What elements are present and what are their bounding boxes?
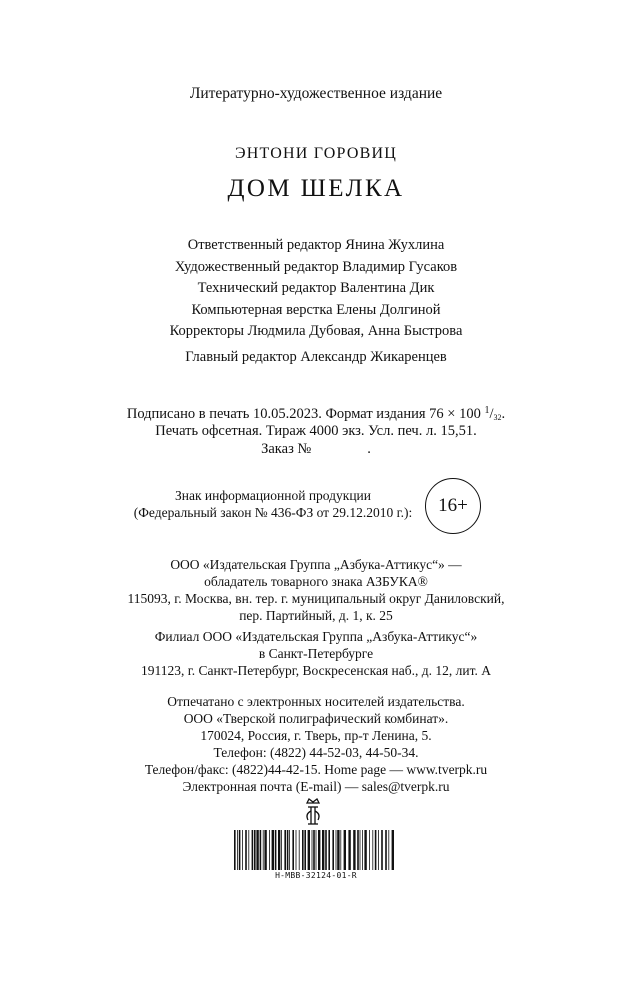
age-rating: 16+: [438, 495, 468, 516]
barcode-bar: [332, 830, 334, 870]
barcode-bar: [264, 830, 266, 870]
fraction-separator: /: [489, 406, 494, 422]
publisher-line: обладатель товарного знака АЗБУКА®: [204, 574, 428, 589]
order-end: .: [367, 441, 371, 457]
printer-line: 170024, Россия, г. Тверь, пр-т Ленина, 5.: [200, 728, 432, 743]
barcode-bar: [296, 830, 297, 870]
publisher-line: 115093, г. Москва, вн. тер. г. муниципальный округ Даниловский,: [127, 591, 505, 606]
barcode-bar: [372, 830, 373, 870]
barcode-bar: [336, 830, 337, 870]
barcode-bar: [281, 830, 282, 870]
barcode-bar: [337, 830, 339, 870]
publisher-line: ООО «Издательская Группа „Азбука-Аттикус“» —: [170, 557, 462, 572]
barcode-bar: [364, 830, 366, 870]
print-info-line-2: Печать офсетная. Тираж 4000 экз. Усл. печ. л. 15,51.: [155, 423, 477, 439]
barcode-bar: [360, 830, 361, 870]
barcode-bar: [375, 830, 377, 870]
barcode-bar: [245, 830, 247, 870]
printer-line: ООО «Тверской полиграфический комбинат».: [183, 711, 449, 726]
barcode-bar: [234, 830, 236, 870]
credit-line: Технический редактор Валентина Дик: [197, 280, 435, 296]
barcode-bar: [254, 830, 256, 870]
barcode-bar: [316, 830, 317, 870]
barcode-bar: [318, 830, 320, 870]
barcode-bar: [292, 830, 294, 870]
printer-line: Отпечатано с электронных носителей издательства.: [167, 694, 465, 709]
barcode-bar: [272, 830, 274, 870]
barcode-bar: [362, 830, 363, 870]
barcode-bar: [344, 830, 346, 870]
barcode-bar: [248, 830, 249, 870]
branch-line: Филиал ООО «Издательская Группа „Азбука-Аттикус“»: [154, 629, 478, 644]
barcode-bar: [308, 830, 310, 870]
branch-line: в Санкт-Петербурге: [258, 646, 374, 661]
edition-type: Литературно-художественное издание: [189, 85, 443, 102]
barcode-bar: [252, 830, 254, 870]
barcode-bar: [369, 830, 370, 870]
barcode-bar: [242, 830, 243, 870]
barcode-bar: [378, 830, 379, 870]
credit-line: Корректоры Людмила Дубовая, Анна Быстрова: [169, 323, 463, 339]
barcode-bar: [348, 830, 350, 870]
credit-line: Ответственный редактор Янина Жухлина: [187, 237, 445, 253]
barcode-bar: [357, 830, 359, 870]
barcode-bar: [275, 830, 277, 870]
barcode-bar: [284, 830, 286, 870]
barcode-bar: [256, 830, 258, 870]
book-title: ДОМ ШЕЛКА: [227, 175, 405, 202]
printer-line: Телефон/факс: (4822)44-42-15. Home page — www.tverpk.ru: [144, 762, 488, 777]
credit-line: Компьютерная верстка Елены Долгиной: [191, 302, 441, 318]
print-info-line-1: [0, 406, 632, 422]
branch-line: 191123, г. Санкт-Петербург, Воскресенская наб., д. 12, лит. А: [141, 663, 491, 678]
chief-editor: Главный редактор Александр Жикаренцев: [185, 349, 447, 365]
barcode-bar: [353, 830, 355, 870]
barcode-bar: [381, 830, 383, 870]
barcode-bar: [313, 830, 315, 870]
barcode-bar: [304, 830, 306, 870]
barcode-bar: [302, 830, 304, 870]
age-rating-badge: [425, 478, 481, 534]
barcode-bar: [312, 830, 313, 870]
print-format-end: .: [501, 406, 506, 422]
barcode-bar: [237, 830, 238, 870]
barcode-bar: [385, 830, 387, 870]
print-format: Подписано в печать 10.05.2023. Формат издания 76 × 100: [126, 406, 485, 422]
fraction-numerator: 1: [484, 405, 490, 416]
author-name: ЭНТОНИ ГОРОВИЦ: [235, 145, 397, 162]
printer-line: Телефон: (4822) 44-52-03, 44-50-34.: [213, 745, 419, 760]
barcode-bar: [260, 830, 262, 870]
barcode-bar: [325, 830, 327, 870]
barcode-bar: [340, 830, 341, 870]
publisher-line: пер. Партийный, д. 1, к. 25: [239, 608, 393, 623]
info-sign-label: Знак информационной продукции: [174, 488, 372, 503]
info-sign-law: (Федеральный закон № 436-ФЗ от 29.12.2010 г.):: [133, 505, 413, 520]
barcode-bar: [278, 830, 280, 870]
printer-line: Электронная почта (E-mail) — sales@tverpk.ru: [182, 779, 450, 794]
order-label: Заказ №: [261, 441, 312, 457]
barcode-bar: [328, 830, 330, 870]
barcode: [233, 830, 395, 870]
barcode-bar: [239, 830, 241, 870]
barcode-bar: [299, 830, 300, 870]
printer-logo-icon: [296, 796, 330, 830]
credit-line: Художественный редактор Владимир Гусаков: [174, 259, 458, 275]
barcode-number: Н-МВВ-32124-01-R: [275, 871, 357, 880]
barcode-bar: [287, 830, 289, 870]
barcode-bar: [322, 830, 324, 870]
barcode-bar: [269, 830, 270, 870]
barcode-bar: [392, 830, 394, 870]
barcode-bar: [263, 830, 264, 870]
barcode-bar: [289, 830, 290, 870]
fraction-denominator: 32: [493, 413, 502, 422]
order-number: [0, 442, 632, 457]
barcode-bar: [388, 830, 389, 870]
